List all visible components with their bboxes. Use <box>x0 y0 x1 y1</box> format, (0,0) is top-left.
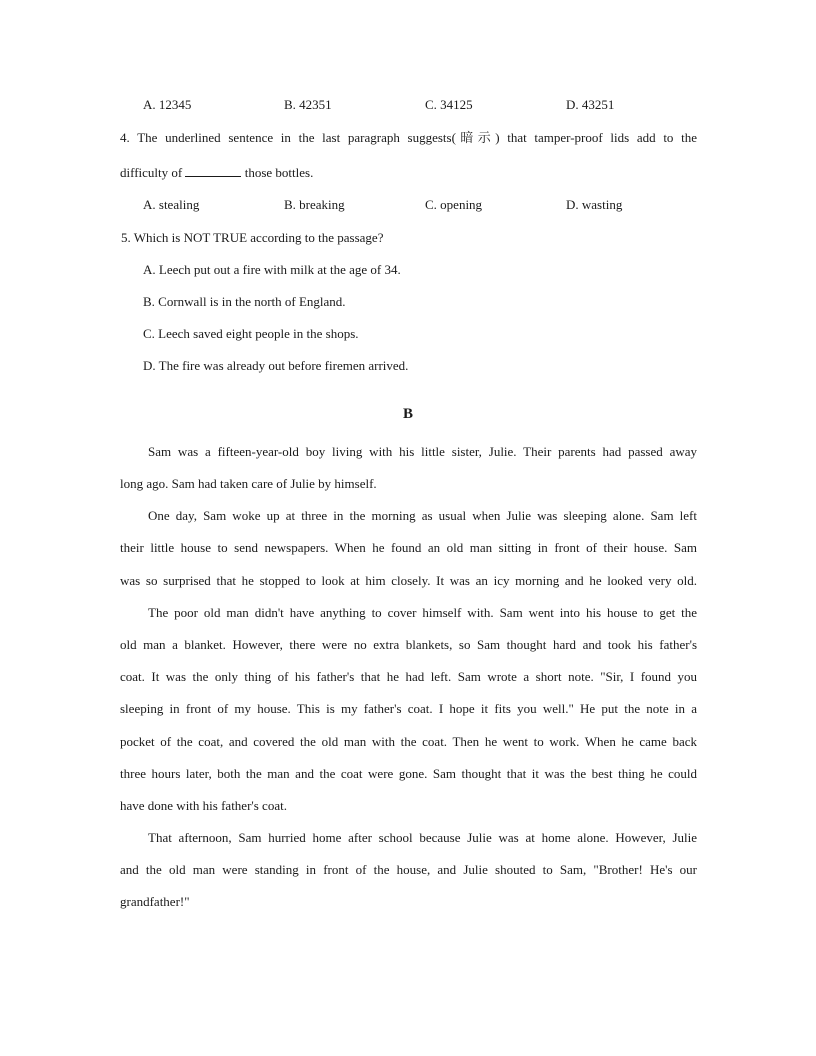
passage-line: their little house to send newspapers. When he found an old man sitting in front of their house. Sam <box>120 540 697 555</box>
q4-option-a: A. stealing <box>143 197 200 212</box>
passage-line: coat. It was the only thing of his father's that he had left. Sam wrote a short note. "Sir, I found you <box>120 669 697 684</box>
q3-option-d: D. 43251 <box>566 97 615 112</box>
passage-line: and the old man were standing in front of the house, and Julie shouted to Sam, "Brother! He's our <box>120 862 697 877</box>
passage-line: long ago. Sam had taken care of Julie by himself. <box>120 476 377 491</box>
passage-line: grandfather!" <box>120 894 190 909</box>
q5-option-c: C. Leech saved eight people in the shops. <box>143 326 359 341</box>
q5-question: 5. Which is NOT TRUE according to the passage? <box>121 230 384 245</box>
passage-line: Sam was a fifteen-year-old boy living with his little sister, Julie. Their parents had passed away <box>148 444 697 459</box>
q4-option-c: C. opening <box>425 197 483 212</box>
passage-line: That afternoon, Sam hurried home after school because Julie was at home alone. However, Julie <box>148 830 697 845</box>
passage-line: three hours later, both the man and the coat were gone. Sam thought that it was the best thing he could <box>120 766 697 781</box>
section-b-heading: B <box>402 406 413 422</box>
passage-line: have done with his father's coat. <box>120 798 287 813</box>
q4-option-b: B. breaking <box>284 197 345 212</box>
q4-answer-blank <box>185 164 241 177</box>
q5-option-d: D. The fire was already out before firemen arrived. <box>143 358 409 373</box>
q4-text-before-blank: difficulty of <box>120 165 186 180</box>
passage-line: old man a blanket. However, there were no extra blankets, so Sam thought hard and took his father's <box>120 637 697 652</box>
q3-option-c: C. 34125 <box>425 97 473 112</box>
q4-text-after-blank: those bottles. <box>241 165 314 180</box>
passage-line: sleeping in front of my house. This is my father's coat. I hope it fits you well." He put the note in a <box>120 701 697 716</box>
passage-line: pocket of the coat, and covered the old man with the coat. Then he went to work. When he came back <box>120 734 697 749</box>
q3-option-b: B. 42351 <box>284 97 332 112</box>
q4-option-d: D. wasting <box>566 197 623 212</box>
q5-option-a: A. Leech put out a fire with milk at the age of 34. <box>143 262 401 277</box>
q3-option-a: A. 12345 <box>143 97 192 112</box>
passage-line: was so surprised that he stopped to look at him closely. It was an icy morning and he looked very old. <box>120 573 697 588</box>
q4-question-line1: 4. The underlined sentence in the last paragraph suggests(暗示) that tamper-proof lids add to the <box>120 130 697 145</box>
q5-option-b: B. Cornwall is in the north of England. <box>143 294 346 309</box>
q3-options <box>0 95 816 115</box>
q4-options <box>0 195 816 215</box>
passage-line: One day, Sam woke up at three in the morning as usual when Julie was sleeping alone. Sam left <box>148 508 697 523</box>
q4-question-line2 <box>120 162 697 184</box>
passage-line: The poor old man didn't have anything to cover himself with. Sam went into his house to get the <box>148 605 697 620</box>
